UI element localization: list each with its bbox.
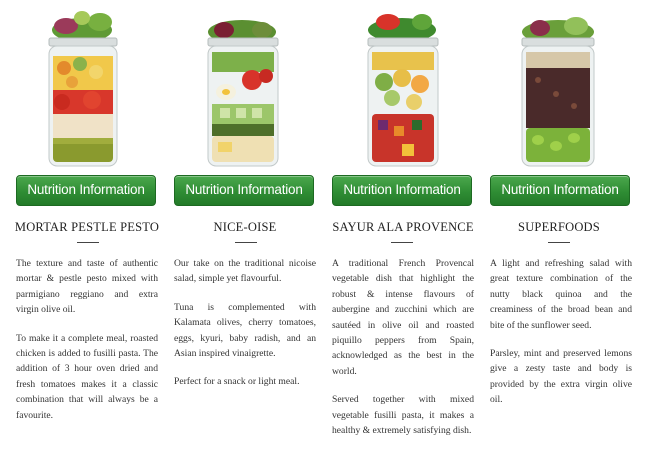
product-image-superfoods-jar <box>490 8 640 170</box>
title-divider <box>548 242 570 243</box>
description-paragraph: Served together with mixed vegetable fusilli pasta, it makes a healthy & extremely satisfying dish. <box>332 394 474 437</box>
description-paragraph: Parsley, mint and preserved lemons give a zesty taste and body is provided by the extra virgin olive oil. <box>490 348 632 406</box>
product-description <box>16 256 158 436</box>
nutrition-information-button[interactable]: Nutrition Information <box>332 175 472 206</box>
product-image-nicoise-jar <box>174 8 324 170</box>
product-image-pesto-jar <box>16 8 166 170</box>
title-divider <box>391 242 413 243</box>
product-card <box>490 0 640 461</box>
product-title: SUPERFOODS <box>518 220 600 234</box>
product-description <box>174 256 316 403</box>
description-paragraph: A traditional French Provencal vegetable dish that highlight the robust & intense flavours of aubergine and zucchini which are sautéed in olive oil and roasted piquillo peppers from Spain, acknowledged as the best in the world. <box>332 258 474 377</box>
title-divider <box>235 242 257 243</box>
description-paragraph: The texture and taste of authentic mortar & pestle pesto mixed with parmigiano reggiano and extra virgin olive oil. <box>16 258 158 316</box>
description-paragraph: A light and refreshing salad with great texture combination of the nutty black quinoa and the creaminess of the broad bean and bite of the sunflower seed. <box>490 258 632 331</box>
product-card <box>332 0 482 461</box>
product-description <box>490 256 632 421</box>
nutrition-information-button[interactable]: Nutrition Information <box>490 175 630 206</box>
product-card <box>174 0 324 461</box>
product-image-provence-jar <box>332 8 482 170</box>
product-description <box>332 256 474 451</box>
product-title: NICE-OISE <box>213 220 277 234</box>
product-card <box>16 0 166 461</box>
nutrition-information-button[interactable]: Nutrition Information <box>16 175 156 206</box>
description-paragraph: Tuna is complemented with Kalamata olives, cherry tomatoes, eggs, kyuri, baby radish, and an Asian inspired vinaigrette. <box>174 301 316 360</box>
product-title: SAYUR ALA PROVENCE <box>332 220 474 234</box>
description-paragraph: To make it a complete meal, roasted chicken is added to fusilli pasta. The addition of 3 hour oven dried and fresh tomatoes makes it a classic combination that will always be a favourite. <box>16 332 158 421</box>
description-paragraph: Our take on the traditional nicoise salad, simple yet flavourful. <box>174 258 316 285</box>
nutrition-information-button[interactable]: Nutrition Information <box>174 175 314 206</box>
title-divider <box>77 242 99 243</box>
product-title: MORTAR PESTLE PESTO <box>14 220 160 234</box>
description-paragraph: Perfect for a snack or light meal. <box>174 376 300 388</box>
